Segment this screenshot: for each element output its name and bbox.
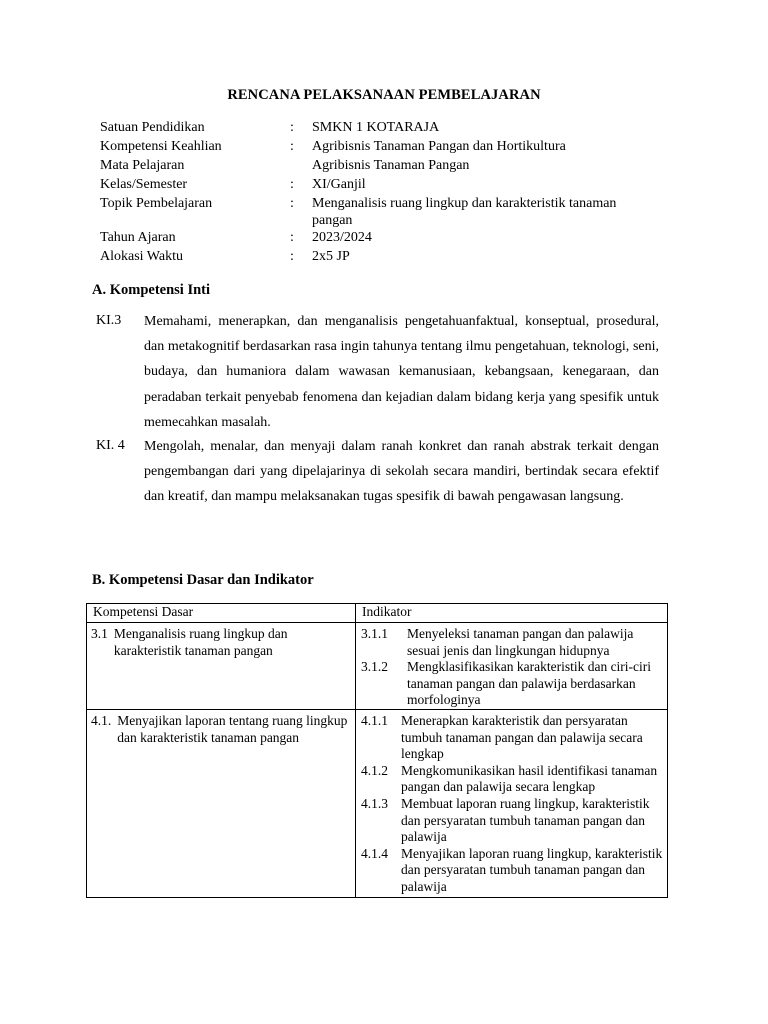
identity-value: 2x5 JP <box>312 249 350 264</box>
identity-label: Alokasi Waktu <box>100 249 183 264</box>
indicator-number: 4.1.1 <box>361 713 388 728</box>
ki3-text: Memahami, menerapkan, dan menganalisis pengetahuanfaktual, konseptual, prosedural, dan metakognitif berdasarkan rasa ingin tahunya tentang ilmu pengetahuan, teknologi, seni, budaya, dan humaniora dalam wawasan kemanusiaan, kebangsaan, kenegaraan, dan peradaban terkait penyebab fenomena dan kejadian dalam bidang kerja yang spesifik untuk memecahkan masalah. <box>144 314 659 430</box>
kd-cell <box>87 623 356 710</box>
identity-value: 2023/2024 <box>312 230 372 245</box>
identity-value: Agribisnis Tanaman Pangan <box>312 158 470 173</box>
identity-colon: : <box>290 196 294 211</box>
indicator-item <box>356 626 667 659</box>
indicator-text: Menyeleksi tanaman pangan dan palawija sesuai jenis dan lingkungan hidupnya <box>407 626 634 658</box>
header-kd: Kompetensi Dasar <box>87 604 356 623</box>
indicator-number: 4.1.2 <box>361 762 388 778</box>
identity-label: Kompetensi Keahlian <box>100 139 222 154</box>
identity-label: Kelas/Semester <box>100 177 188 192</box>
identity-label: Mata Pelajaran <box>100 158 185 173</box>
identity-value: SMKN 1 KOTARAJA <box>312 120 440 135</box>
indicator-number: 4.1.3 <box>361 795 388 811</box>
identity-colon: : <box>290 230 294 245</box>
identity-colon: : <box>290 177 294 192</box>
identity-colon: : <box>290 139 294 154</box>
identity-value: Menganalisis ruang lingkup dan karakteristik tanaman pangan <box>312 196 617 228</box>
indicator-number: 3.1.1 <box>361 626 388 641</box>
kd-text: Menganalisis ruang lingkup dan karakteristik tanaman pangan <box>113 626 288 658</box>
ki3-code: KI.3 <box>96 313 122 328</box>
indicator-text: Membuat laporan ruang lingkup, karakteristik dan persyaratan tumbuh tanaman pangan dan palawija <box>401 795 650 845</box>
ki4-code: KI. 4 <box>96 438 125 453</box>
indicator-item <box>356 846 667 896</box>
identity-label: Topik Pembelajaran <box>100 196 213 211</box>
kd-number: 4.1. <box>91 713 112 728</box>
identity-value: XI/Ganjil <box>312 177 366 192</box>
kd-number: 3.1 <box>91 626 108 641</box>
indicator-number: 3.1.2 <box>361 659 388 675</box>
identity-label: Tahun Ajaran <box>100 230 176 245</box>
indicator-text: Mengkomunikasikan hasil identifikasi tanaman pangan dan palawija secara lengkap <box>401 762 658 795</box>
identity-value: Agribisnis Tanaman Pangan dan Hortikultura <box>312 139 566 154</box>
indicator-cell <box>356 710 668 898</box>
kd-text: Menyajikan laporan tentang ruang lingkup dan karakteristik tanaman pangan <box>117 713 348 745</box>
indicator-text: Menyajikan laporan ruang lingkup, karakteristik dan persyaratan tumbuh tanaman pangan dan palawija <box>401 845 663 894</box>
indicator-item <box>356 713 667 763</box>
identity-colon: : <box>290 249 294 264</box>
document-title: RENCANA PELAKSANAAN PEMBELAJARAN <box>227 87 541 103</box>
indicator-cell <box>356 623 668 710</box>
identity-colon: : <box>290 120 294 135</box>
section-a-heading: A. Kompetensi Inti <box>92 282 211 298</box>
ki4-text: Mengolah, menalar, dan menyaji dalam ranah konkret dan ranah abstrak terkait dengan pengembangan dari yang dipelajarinya di sekolah secara mandiri, bertindak secara efektif dan kreatif, dan mampu melaksanakan tugas spesifik di bawah pengawasan langsung. <box>144 439 659 505</box>
section-b-heading: B. Kompetensi Dasar dan Indikator <box>92 572 314 588</box>
table-row <box>87 710 668 898</box>
table-header-row <box>87 604 668 623</box>
indicator-item <box>356 659 667 709</box>
indicator-number: 4.1.4 <box>361 845 388 861</box>
indicator-text: Menerapkan karakteristik dan persyaratan tumbuh tanaman pangan dan palawija secara lengkap <box>401 713 643 762</box>
kd-cell <box>87 710 356 898</box>
identity-label: Satuan Pendidikan <box>100 120 205 135</box>
header-indicator: Indikator <box>356 604 668 623</box>
indicator-item <box>356 763 667 796</box>
kd-indicator-table <box>86 603 668 898</box>
indicator-item <box>356 796 667 846</box>
indicator-text: Mengklasifikasikan karakteristik dan ciri-ciri tanaman pangan dan palawija berdasarkan morfologinya <box>407 659 652 708</box>
table-row <box>87 623 668 710</box>
